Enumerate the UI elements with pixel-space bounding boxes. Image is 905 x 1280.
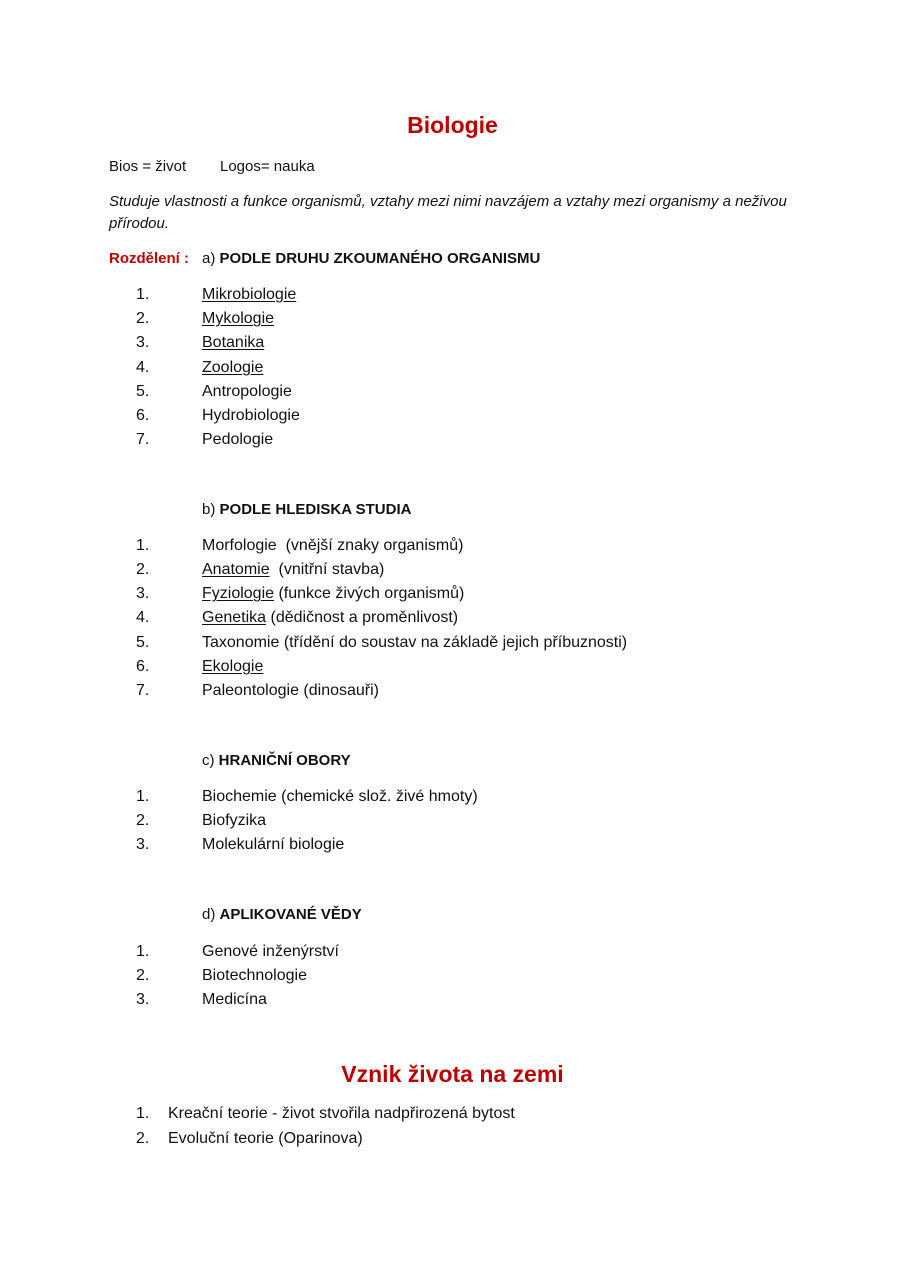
term-link[interactable]: Anatomie [202, 561, 270, 578]
rozdeleni-label: Rozdělení : [109, 250, 190, 267]
list-item [202, 537, 463, 555]
term: Taxonomie [202, 634, 280, 651]
list-item [202, 682, 379, 700]
list-item: Hydrobiologie [202, 407, 300, 424]
list-item: Biotechnologie [202, 967, 307, 984]
term-link[interactable]: Mikrobiologie [202, 286, 297, 303]
term: Paleontologie [202, 682, 299, 699]
list-item [202, 561, 384, 579]
list-number: 1. [136, 943, 150, 960]
section-b-heading [202, 501, 411, 518]
list-number: 4. [136, 359, 150, 376]
section-c-heading [202, 752, 351, 769]
list-item [202, 310, 274, 328]
term-link[interactable]: Genetika [202, 609, 267, 626]
term: Biochemie [202, 788, 277, 805]
list-item [202, 609, 458, 627]
section-prefix: a) [202, 250, 216, 267]
term-description: (dědičnost a proměnlivost) [266, 609, 459, 626]
list-number: 1. [136, 788, 150, 805]
term-link[interactable]: Fyziologie [202, 585, 275, 602]
section-prefix: c) [202, 752, 215, 769]
term-description: (třídění do soustav na základě jejich příbuznosti) [279, 634, 628, 651]
term: Morfologie [202, 537, 277, 554]
list-number: 6. [136, 407, 150, 424]
term-link[interactable]: Mykologie [202, 310, 275, 327]
list-item: Kreační teorie - život stvořila nadpřirozená bytost [168, 1105, 515, 1122]
section-title: HRANIČNÍ OBORY [218, 752, 351, 769]
list-number: 3. [136, 991, 150, 1008]
term-link[interactable]: Ekologie [202, 658, 264, 675]
list-item [202, 334, 264, 352]
section-title: PODLE HLEDISKA STUDIA [219, 501, 412, 518]
list-number: 3. [136, 585, 150, 602]
section-d-heading [202, 906, 362, 923]
list-number: 2. [136, 310, 150, 327]
list-item: Genové inženýrství [202, 943, 339, 960]
list-item: Antropologie [202, 383, 292, 400]
list-item [202, 788, 478, 806]
list-number: 1. [136, 537, 150, 554]
list-item [202, 286, 296, 304]
term-description: (funkce živých organismů) [274, 585, 465, 602]
list-item: Evoluční teorie (Oparinova) [168, 1130, 363, 1147]
list-item [202, 658, 263, 676]
list-number: 3. [136, 836, 150, 853]
list-number: 1. [136, 1105, 150, 1122]
term-description: (chemické slož. živé hmoty) [276, 788, 478, 805]
list-number: 1. [136, 286, 150, 303]
list-number: 2. [136, 812, 150, 829]
section-prefix: b) [202, 501, 216, 518]
list-item [202, 359, 263, 377]
list-number: 6. [136, 658, 150, 675]
list-number: 2. [136, 1130, 150, 1147]
term-link[interactable]: Botanika [202, 334, 265, 351]
section-prefix: d) [202, 906, 216, 923]
list-number: 3. [136, 334, 150, 351]
page-title: Biologie [407, 112, 498, 138]
list-item [202, 634, 627, 652]
term-link[interactable]: Zoologie [202, 359, 264, 376]
term-description: (vnitřní stavba) [269, 561, 385, 578]
list-number: 7. [136, 431, 150, 448]
list-item [202, 585, 464, 603]
list-number: 2. [136, 561, 150, 578]
bios-definition: Bios = život [109, 158, 187, 175]
term-description: (dinosauři) [298, 682, 379, 699]
logos-definition: Logos= nauka [220, 158, 315, 175]
section-title: APLIKOVANÉ VĚDY [219, 906, 362, 923]
list-item: Biofyzika [202, 812, 267, 829]
section-title: PODLE DRUHU ZKOUMANÉHO ORGANISMU [219, 250, 541, 267]
intro-line-1: Studuje vlastnosti a funkce organismů, vztahy mezi nimi navzájem a vztahy mezi organismy a neživou [109, 193, 787, 210]
list-item: Molekulární biologie [202, 836, 345, 853]
section-a-heading [202, 250, 540, 267]
intro-line-2: přírodou. [109, 215, 170, 232]
term-description: (vnější znaky organismů) [276, 537, 464, 554]
list-number: 7. [136, 682, 150, 699]
list-number: 5. [136, 634, 150, 651]
list-item: Medicína [202, 991, 267, 1008]
list-item: Pedologie [202, 431, 274, 448]
list-number: 5. [136, 383, 150, 400]
section-title-vznik: Vznik života na zemi [341, 1061, 564, 1087]
list-number: 4. [136, 609, 150, 626]
list-number: 2. [136, 967, 150, 984]
